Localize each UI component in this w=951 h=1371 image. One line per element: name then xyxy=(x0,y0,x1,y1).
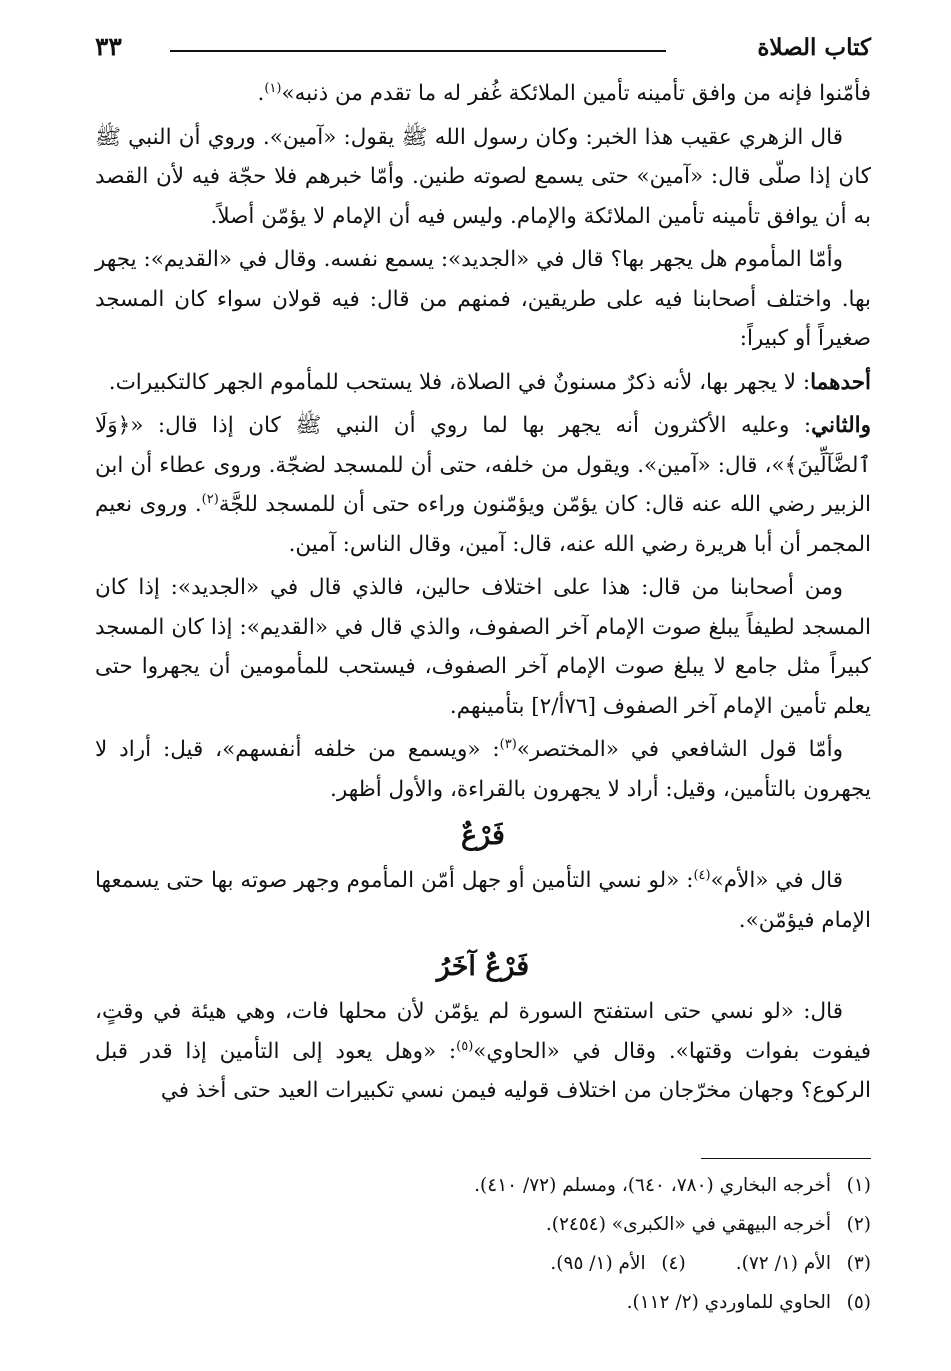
paragraph-9-text-a: قال: «لو نسي حتى استفتح السورة لم يؤمّن لأن محلها فات، وهي هيئة في وقتٍ، فيفوت بفوات وقتها». وقال في «الحاوي» xyxy=(95,999,871,1064)
page-number: ٣٣ xyxy=(95,32,122,61)
footnote-ref-3: (٣) xyxy=(499,736,517,752)
footnote-3-text: الأم (١/ ٧٢). xyxy=(735,1253,831,1274)
footnote-1-number: (١) xyxy=(846,1175,871,1196)
paragraph-9 xyxy=(95,992,871,1111)
footnote-ref-4: (٤) xyxy=(693,867,711,883)
paragraph-6: ومن أصحابنا من قال: هذا على اختلاف حالين، فالذي قال في «الجديد»: إذا كان المسجد لطيفاً يبلغ صوت الإمام آخر الصفوف، والذي قال في «القديم»: إذا كان المسجد كبيراً مثل جامع لا يبلغ صوت الإمام آخر الصفوف، فيستحب للمأمومين أن يجهروا حتى يعلم تأمين الإمام آخر الصفوف [٧٦أ/٢] بتأمينهم. xyxy=(95,575,871,719)
section-heading-branch: فَرْعٌ xyxy=(461,820,505,851)
paragraph-8 xyxy=(95,861,871,940)
paragraph-5 xyxy=(95,406,871,564)
paragraph-3: وأمّا المأموم هل يجهر بها؟ قال في «الجديد»: يسمع نفسه. وقال في «القديم»: يجهر بها. واختلف أصحابنا فيه على طريقين، فمنهم من قال: فيه قولان سواء كان المسجد صغيراً أو كبيراً: xyxy=(95,247,871,351)
paragraph-7 xyxy=(95,730,871,809)
paragraph-1-end: . xyxy=(257,81,265,106)
paragraph-9-text-b: : «وهل يعود إلى التأمين إذا قدر قبل الركوع؟ وجهان مخرّجان من اختلاف قوليه فيمن نسي تكبيرات العيد حتى أخذ في xyxy=(95,1038,871,1103)
paragraph-8-text-a: قال في «الأم» xyxy=(710,868,844,893)
header-rule xyxy=(170,50,666,52)
second-opinion-label: والثاني xyxy=(811,413,871,438)
paragraph-7-text-b: : «ويسمع من خلفه أنفسهم»، قيل: أراد لا يجهرون بالتأمين، وقيل: أراد لا يجهرون بالقراءة، والأول أظهر. xyxy=(95,737,871,802)
footnote-2-text: أخرجه البيهقي في «الكبرى» (٢٤٥٤). xyxy=(545,1214,831,1235)
footnote-2 xyxy=(95,1205,871,1244)
paragraph-2: قال الزهري عقيب هذا الخبر: وكان رسول الله ﷺ يقول: «آمين». وروي أن النبي ﷺ كان إذا صلّى قال: «آمين» حتى يسمع لصوته طنين. وأمّا خبرهم فلا حجّة فيه لأن القصد به أن يوافق تأمينه تأمين الملائكة والإمام. وليس فيه أن الإمام لا يؤمّن أصلاً. xyxy=(95,124,871,229)
footnotes xyxy=(95,1166,871,1322)
main-text xyxy=(95,74,871,1115)
footnote-separator xyxy=(701,1158,871,1159)
footnote-3-4 xyxy=(95,1244,871,1283)
footnote-3-number: (٣) xyxy=(846,1253,871,1274)
footnote-1-text: أخرجه البخاري (٧٨٠، ٦٤٠)، ومسلم (٧٢/ ٤١٠). xyxy=(474,1175,831,1196)
footnote-5 xyxy=(95,1283,871,1322)
footnote-5-text: الحاوي للماوردي (٢/ ١١٢). xyxy=(626,1292,831,1313)
paragraph-1-text: فأمّنوا فإنه من وافق تأمينه تأمين الملائكة غُفر له ما تقدم من ذنبه» xyxy=(281,81,871,106)
paragraph-8-text-b: : «لو نسي التأمين أو جهل أمّن المأموم وجهر صوته بها حتى يسمعها الإمام فيؤمّن». xyxy=(95,868,871,933)
footnote-2-number: (٢) xyxy=(846,1214,871,1235)
paragraph-5-text-b: . وروى نعيم المجمر أن أبا هريرة رضي الله عنه، قال: آمين، وقال الناس: آمين. xyxy=(95,492,871,557)
paragraph-4-text: : لا يجهر بها، لأنه ذكرٌ مسنونٌ في الصلاة، فلا يستحب للمأموم الجهر كالتكبيرات. xyxy=(108,369,811,395)
paragraph-5-text-a: : وعليه الأكثرون أنه يجهر بها لما روي أن النبي ﷺ كان إذا قال: «﴿وَلَا ٱلضَّآلِّينَ﴾»، قال: «آمين». ويقول من خلفه، حتى أن للمسجد لضجّة. وروى عطاء أن ابن الزبير رضي الله عنه قال: كان يؤمّن ويؤمّنون وراءه حتى أن للمسجد للجَّة xyxy=(95,413,871,517)
paragraph-4 xyxy=(95,363,871,403)
section-heading-another-branch: فَرْعٌ آخَرُ xyxy=(436,951,530,982)
footnote-gap xyxy=(686,1244,736,1283)
paragraph-1 xyxy=(95,74,871,114)
footnote-5-number: (٥) xyxy=(846,1292,871,1313)
footnote-4-text: الأم (١/ ٩٥). xyxy=(550,1253,646,1274)
footnote-4-number: (٤) xyxy=(661,1253,686,1274)
footnote-ref-2: (٢) xyxy=(201,491,219,507)
footnote-1 xyxy=(95,1166,871,1205)
footnote-ref-1: (١) xyxy=(264,80,282,96)
footnote-ref-5: (٥) xyxy=(456,1038,474,1054)
running-title: كتاب الصلاة xyxy=(757,34,871,61)
page-header xyxy=(95,28,871,68)
paragraph-7-text-a: وأمّا قول الشافعي في «المختصر» xyxy=(516,737,843,762)
first-opinion-label: أحدهما xyxy=(810,369,871,395)
